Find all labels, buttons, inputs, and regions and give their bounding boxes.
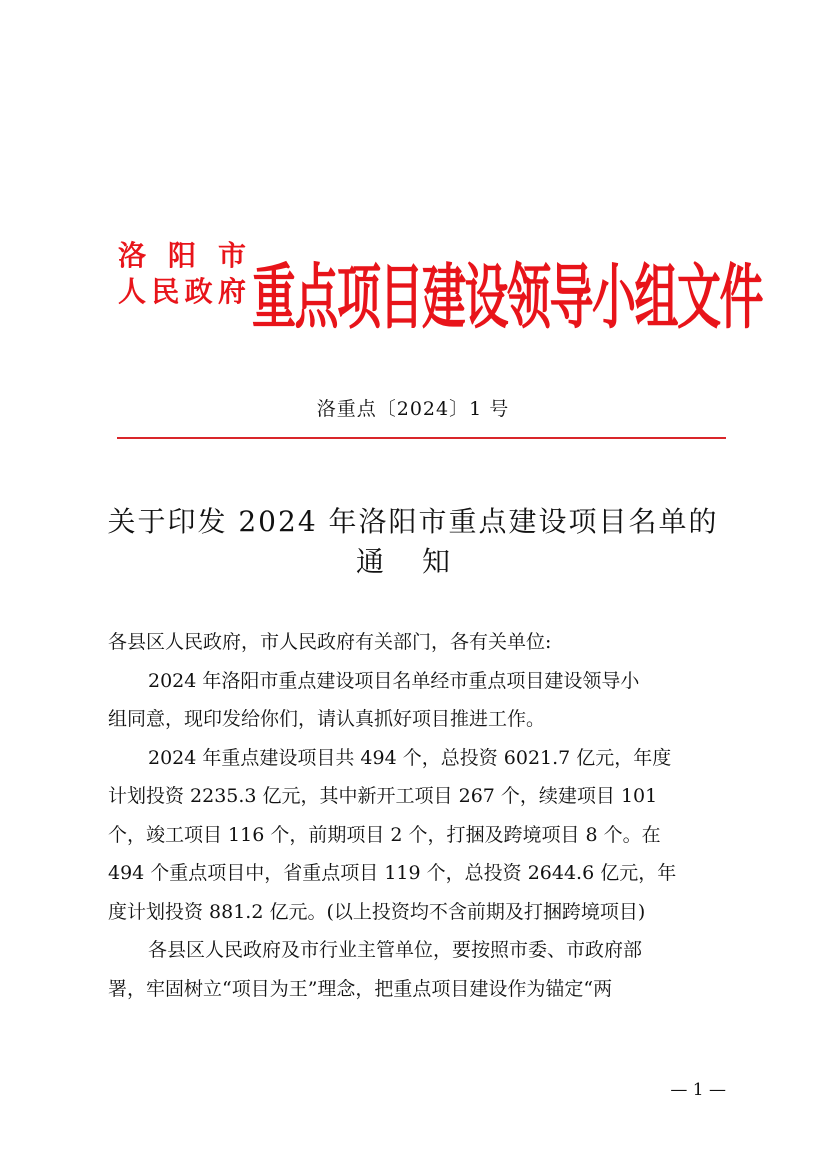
document-body (108, 623, 728, 1008)
header-divider (117, 437, 726, 439)
issuer-line-2: 人 民 政 府 (118, 275, 246, 308)
body-line: 度计划投资 881.2 亿元。(以上投资均不含前期及打捆跨境项目) (108, 900, 646, 923)
body-line: 2024 年洛阳市重点建设项目名单经市重点项目建设领导小 (148, 669, 640, 692)
body-line: 各县区人民政府及市行业主管单位，要按照市委、市政府部 (148, 939, 643, 961)
issuer-name (118, 238, 246, 310)
document-header-title: 重点项目建设领导小组文件 (252, 257, 762, 340)
page-number: — 1 — (670, 1080, 726, 1100)
body-line: 署，牢固树立“项目为王”理念，把重点项目建设作为锚定“两 (108, 977, 613, 1000)
body-line: 2024 年重点建设项目共 494 个，总投资 6021.7 亿元，年度 (148, 746, 672, 769)
issuer-line-1: 洛 阳 市 (118, 239, 246, 272)
salutation: 各县区人民政府，市人民政府有关部门，各有关单位: (108, 631, 552, 653)
notice-title (0, 502, 826, 582)
body-line: 个，竣工项目 116 个，前期项目 2 个，打捆及跨境项目 8 个。在 (108, 823, 661, 846)
notice-title-line-2: 通知 (355, 545, 488, 578)
body-line: 组同意，现印发给你们，请认真抓好项目推进工作。 (108, 708, 546, 730)
document-number: 洛重点〔2024〕1 号 (316, 398, 510, 420)
body-line: 494 个重点项目中，省重点项目 119 个，总投资 2644.6 亿元，年 (108, 862, 677, 884)
notice-title-line-1: 关于印发 2024 年洛阳市重点建设项目名单的 (107, 505, 719, 538)
body-line: 计划投资 2235.3 亿元，其中新开工项目 267 个，续建项目 101 (108, 785, 658, 807)
